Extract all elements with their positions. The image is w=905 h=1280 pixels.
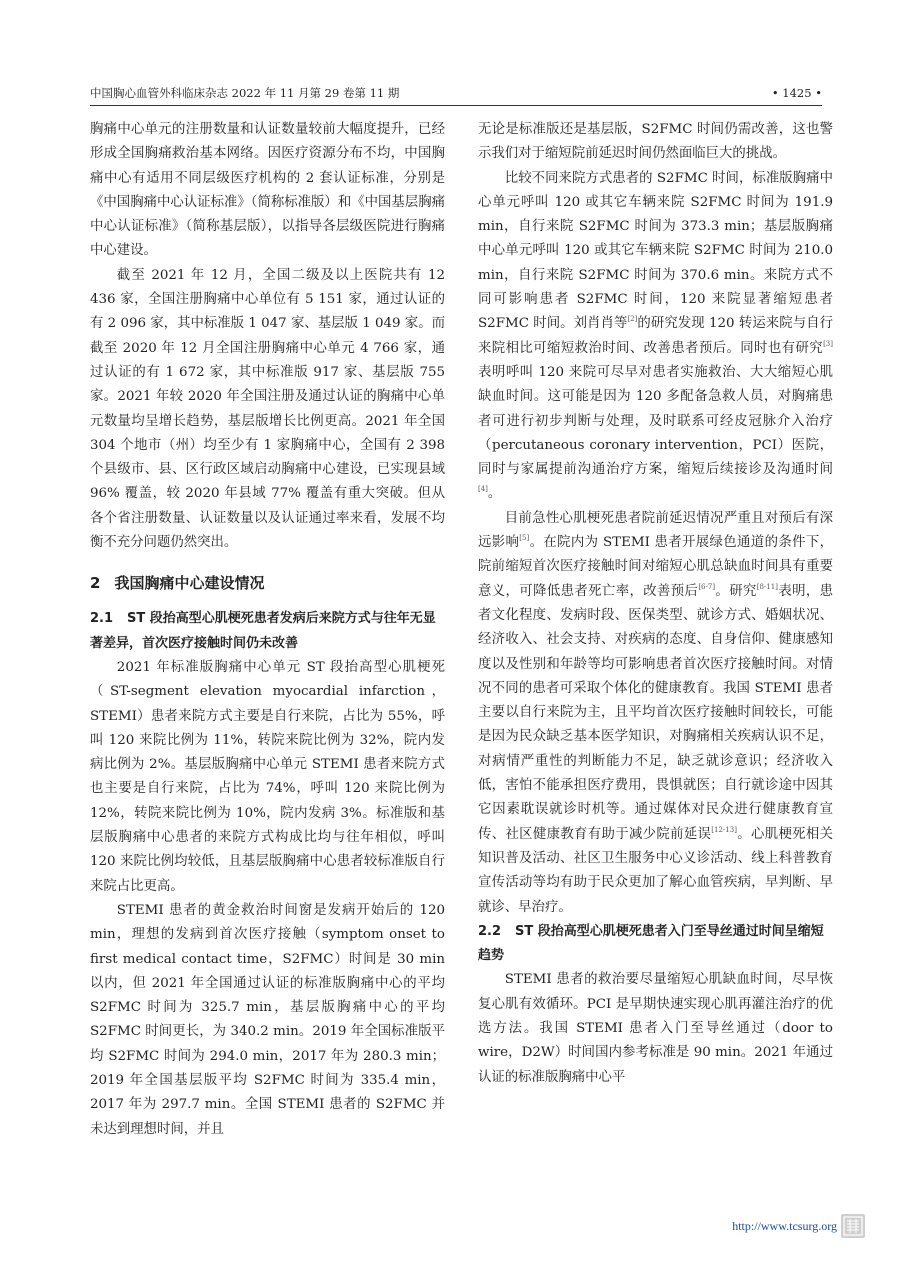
text-run: 。 (487, 486, 502, 502)
paragraph: STEMI 患者的黄金救治时间窗是发病开始后的 120 min，理想的发病到首次医疗接触（symptom onset to first medical contact time，S2FMC）时间是 30 min 以内，但 2021 年全国通过认证的标准版胸痛中心的平均 S2FMC 时间为 325.7 min，基层版胸痛中心的平均 S2FMC 时间更长，为 340.2 min。2019 年全国标准版平均 S2FMC 时间为 294.0 min，2017 年为 280.3 min；2019 年全国基层版平均 S2FMC 时间为 335.4 min，2017 年为 297.7 min。全国 STEMI 患者的 S2FMC 并未达到理想时间，并且 (90, 902, 445, 1137)
running-header (90, 85, 822, 106)
subsection-title: ST 段抬高型心肌梗死患者发病后来院方式与往年无显著差异，首次医疗接触时间仍未改善 (90, 611, 436, 651)
citation-ref[interactable]: [5] (519, 534, 530, 543)
subsection-title: ST 段抬高型心肌梗死患者入门至导丝通过时间呈缩短趋势 (478, 923, 824, 964)
citation-ref[interactable]: [8-11] (756, 582, 778, 591)
journal-url-link[interactable]: http://www.tcsurg.org (732, 1219, 837, 1233)
left-column (90, 118, 445, 1142)
citation-ref[interactable]: [4] (478, 485, 488, 494)
text-run: 比较不同来院方式患者的 S2FMC 时间，标准版胸痛中心单元呼叫 120 或其它车辆来院 S2FMC 时间为 191.9 min，自行来院 S2FMC 时间为 373.3 min；基层版胸痛中心单元呼叫 120 或其它车辆来院 S2FMC 时间为 210.0 min，自行来院 S2FMC 时间为 370.6 min。来院方式不同可影响患者 S2FMC 时间，120 来院显著缩短患者 S2FMC 时间。刘肖肖等 (478, 170, 833, 332)
paragraph (478, 167, 833, 507)
right-column (478, 118, 833, 1090)
text-run: 。研究 (715, 583, 757, 599)
paragraph: 2021 年标准版胸痛中心单元 ST 段抬高型心肌梗死（ST-segment elevation myocardial infarction，STEMI）患者来院方式主要是自行来院，占比为 55%，呼叫 120 来院比例为 11%，转院来院比例为 32%，院内发病比例为 2%。基层版胸痛中心单元 STEMI 患者来院方式也主要是自行来院，占比为 74%，呼叫 120 来院比例为 12%，转院来院比例为 10%，院内发病 3%。标准版和基层版胸痛中心患者的来院方式构成比均与往年相似，呼叫 120 来院比例均较低，且基层版胸痛中心患者较标准版自行来院占比更高。 (90, 659, 445, 894)
subsection-number: 2.1 (90, 611, 114, 627)
section-heading (90, 571, 445, 595)
text-run: 表明呼叫 120 来院可尽早对患者实施救治、大大缩短心肌缺血时间。这可能是因为 120 多配备急救人员，对胸痛患者可进行初步判断与处理，及时联系可经皮冠脉介入治疗（percutaneous coronary intervention，PCI）医院，同时与家属提前沟通治疗方案，缩短后续接诊及沟通时间 (478, 364, 833, 478)
text-run: 。在院内为 STEMI 患者开展绿色通道的条件下，院前缩短首次医疗接触时间对缩短心肌总缺血时间具有重要意义，可降低患者死亡率，改善预后 (478, 535, 833, 599)
citation-ref[interactable]: [3] (823, 339, 833, 348)
text-run: 。心肌梗死相关知识普及活动、社区卫生服务中心义诊活动、线上科普教育宣传活动等均有助于民众更加了解心血管疾病，早判断、早就诊、早治疗。 (478, 826, 834, 915)
subsection-number: 2.2 (478, 923, 502, 939)
text-run: 的研究发现 120 转运来院与自行来院相比可缩短救治时间、改善患者预后。同时也有研究 (478, 316, 833, 356)
paragraph: 截至 2021 年 12 月，全国二级及以上医院共有 12 436 家，全国注册胸痛中心单位有 5 151 家，通过认证的有 2 096 家，其中标准版 1 047 家、基层版 1 049 家。而截至 2020 年 12 月全国注册胸痛中心单元 4 766 家，通过认证的有 1 672 家，其中标准版 917 家、基层版 755 家。2021 年较 2020 年全国注册及通过认证的胸痛中心单元数量均呈增长趋势，基层版增长比例更高。2021 年全国 304 个地市（州）均至少有 1 家胸痛中心，全国有 2 398 个县级市、县、区行政区域启动胸痛中心建设，已实现县域 96% 覆盖，较 2020 年县域 77% 覆盖有重大突破。但从各个省注册数量、认证数量以及认证通过率来看，发展不均衡不充分问题仍然突出。 (90, 267, 445, 551)
subsection-heading (90, 607, 445, 656)
section-title: 我国胸痛中心建设情况 (114, 574, 265, 593)
citation-ref[interactable]: [6-7] (698, 582, 716, 591)
citation-ref[interactable]: [2] (627, 315, 638, 324)
journal-seal-icon (840, 1213, 866, 1239)
journal-citation: 中国胸心血管外科临床杂志 2022 年 11 月第 29 卷第 11 期 (90, 86, 400, 100)
paragraph (478, 507, 833, 920)
section-number: 2 (90, 574, 101, 593)
text-run: 目前急性心肌梗死患者院前延迟情况严重且对预后有深远影响 (478, 510, 833, 551)
page-number: • 1425 • (771, 86, 822, 100)
paragraph: 胸痛中心单元的注册数量和认证数量较前大幅度提升，已经形成全国胸痛救治基本网络。因医疗资源分布不均，中国胸痛中心有适用不同层级医疗机构的 2 套认证标准，分别是《中国胸痛中心认证标准》（简称标准版）和《中国基层胸痛中心认证标准》（简称基层版），以指导各层级医院进行胸痛中心建设。 (90, 122, 445, 259)
text-run: 表明，患者文化程度、发病时段、医保类型、就诊方式、婚姻状况、经济收入、社会支持、对疾病的态度、自身信仰、健康感知度以及性别和年龄等均可影响患者首次医疗接触时间。对情况不同的患者可采取个体化的健康教育。我国 STEMI 患者主要以自行来院为主，且平均首次医疗接触时间较长，可能是因为民众缺乏基本医学知识，对胸痛相关疾病认识不足，对病情严重性的判断能力不足，缺乏就诊意识；经济收入低，害怕不能承担医疗费用，畏惧就医；自行就诊途中因其它因素耽误就诊时机等。通过媒体对民众进行健康教育宣传、社区健康教育有助于减少院前延误 (478, 583, 834, 842)
subsection-heading (478, 920, 833, 969)
citation-ref[interactable]: [12-13] (711, 825, 737, 834)
paragraph: STEMI 患者的救治要尽量缩短心肌缺血时间，尽早恢复心肌有效循环。PCI 是早期快速实现心肌再灌注治疗的优选方法。我国 STEMI 患者入门至导丝通过（door to wire，D2W）时间国内参考标准是 90 min。2021 年通过认证的标准版胸痛中心平 (478, 972, 833, 1085)
paragraph: 无论是标准版还是基层版，S2FMC 时间仍需改善，这也警示我们对于缩短院前延迟时间仍然面临巨大的挑战。 (478, 122, 833, 162)
